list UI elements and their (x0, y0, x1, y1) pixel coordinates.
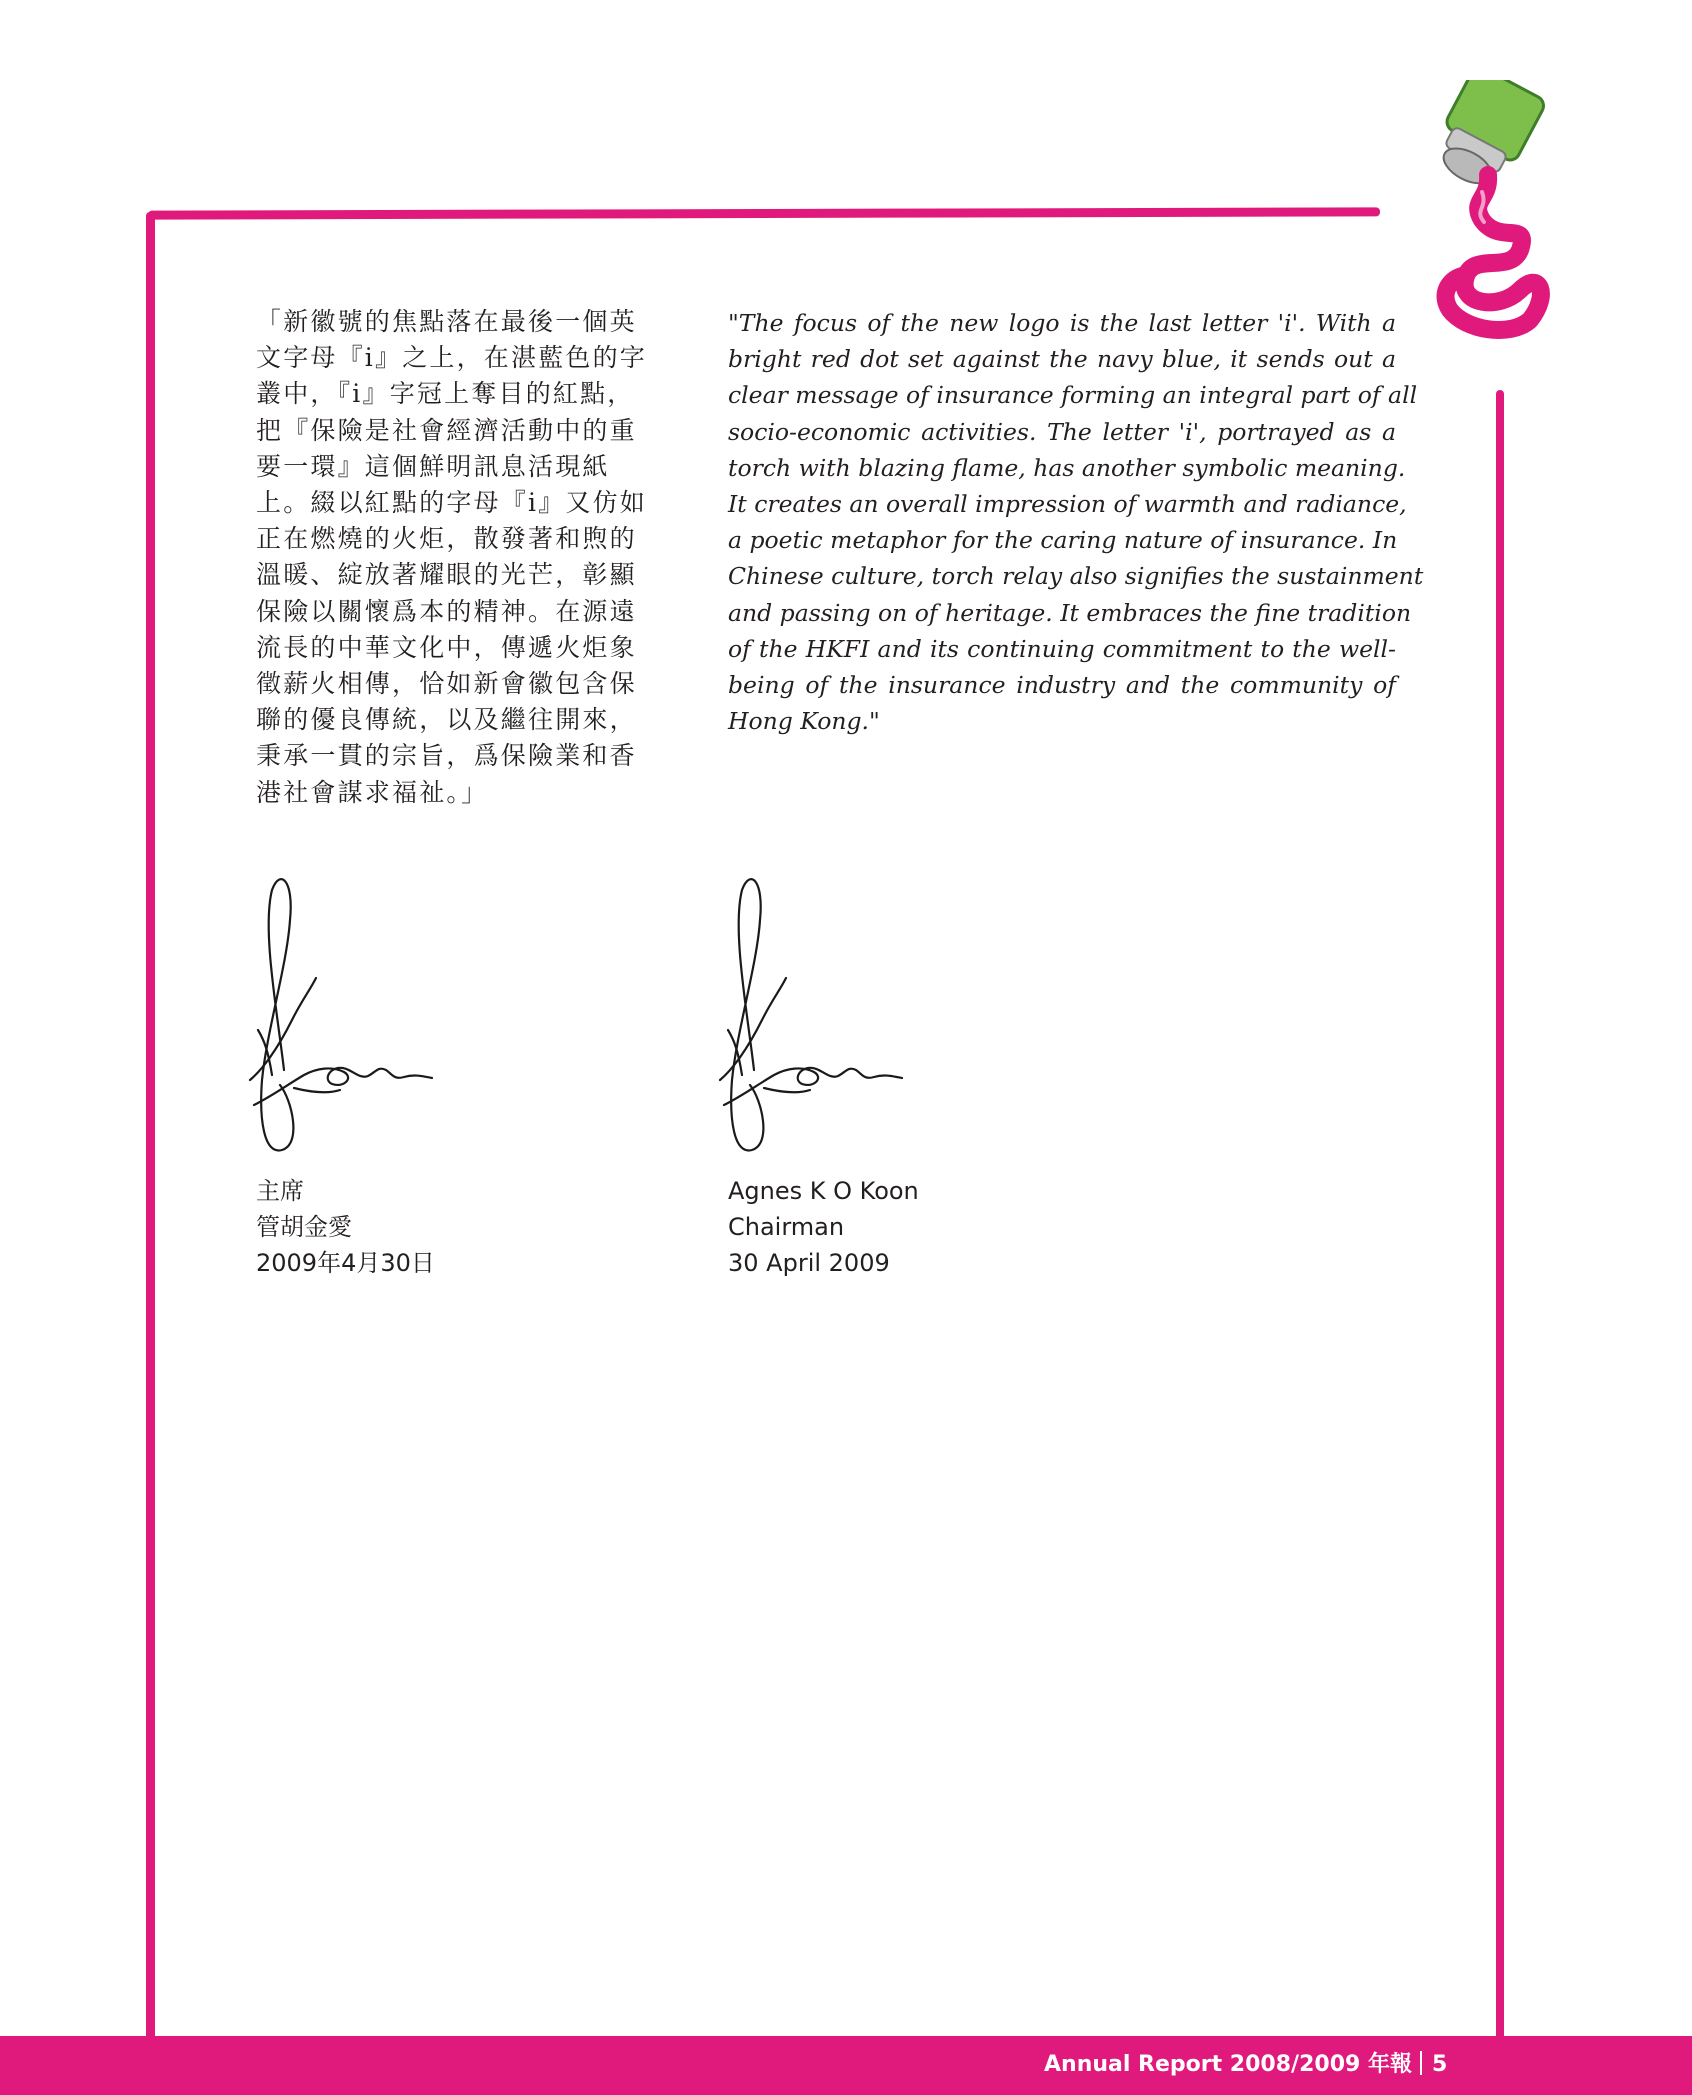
english-quote (728, 305, 1424, 739)
footer-divider (1420, 2051, 1422, 2075)
chinese-quote-line: 文字母『i』之上，在湛藍色的字 (256, 343, 647, 373)
chinese-quote (256, 304, 654, 811)
footer-label: Annual Report 2008/2009 年報 (1044, 2052, 1412, 2077)
english-quote-line: a poetic metaphor for the caring nature of insurance. In (728, 526, 1398, 555)
chinese-quote-line: 上。綴以紅點的字母『i』又仿如 (256, 488, 647, 518)
signature-date: 30 April 2009 (728, 1249, 890, 1277)
english-quote-line: and passing on of heritage. It embraces the fine tradition (728, 598, 1412, 627)
paint-tube-illustration (1370, 80, 1570, 340)
chinese-quote-line: 把『保險是社會經濟活動中的重 (256, 415, 637, 445)
chinese-quote-line: 溫暖、綻放著耀眼的光芒，彰顯 (256, 560, 637, 590)
english-quote-line: being of the insurance industry and the community of (728, 670, 1396, 699)
english-quote-line: Chinese culture, torch relay also signifies the sustainment (728, 562, 1424, 591)
chinese-quote-line: 港社會謀求福祉。」 (256, 777, 489, 807)
signature-block-en (728, 1173, 919, 1281)
chinese-quote-line: 徵薪火相傳，恰如新會徽包含保 (256, 669, 637, 699)
signature-block-cn (256, 1173, 435, 1281)
signatory-title: 主席 (256, 1177, 304, 1205)
english-quote-line: bright red dot set against the navy blue, it sends out a (728, 345, 1396, 374)
english-quote-line: Hong Kong." (728, 707, 880, 736)
chinese-quote-line: 流長的中華文化中，傳遞火炬象 (256, 632, 637, 662)
english-quote-line: socio-economic activities. The letter 'i', portrayed as a (728, 417, 1396, 446)
chinese-quote-line: 正在燃燒的火炬，散發著和煦的 (256, 524, 637, 554)
chinese-quote-line: 叢中，『i』字冠上奪目的紅點， (256, 379, 635, 409)
english-quote-line: It creates an overall impression of warmth and radiance, (728, 489, 1407, 518)
signatory-name: Agnes K O Koon (728, 1177, 919, 1205)
signatory-title: Chairman (728, 1213, 845, 1241)
english-quote-line: torch with blazing flame, has another symbolic meaning. (728, 453, 1406, 482)
english-quote-line: "The focus of the new logo is the last letter 'i'. With a (728, 309, 1396, 337)
footer (1044, 2050, 1447, 2080)
english-quote-line: clear message of insurance forming an integral part of all (728, 381, 1418, 410)
chinese-quote-line: 「新徽號的焦點落在最後一個英 (256, 307, 637, 336)
signature-date: 2009年4月30日 (256, 1249, 435, 1277)
chinese-quote-line: 聯的優良傳統，以及繼往開來， (256, 705, 637, 735)
chinese-quote-line: 秉承一貫的宗旨，爲保險業和香 (256, 741, 637, 771)
chinese-quote-line: 保險以關懷爲本的精神。在源遠 (256, 596, 637, 626)
signatory-name: 管胡金愛 (256, 1213, 352, 1241)
frame-right-border (1496, 390, 1504, 2044)
chinese-quote-line: 要一環』這個鮮明訊息活現紙 (256, 451, 610, 481)
english-quote-line: of the HKFI and its continuing commitment to the well- (728, 634, 1396, 663)
chairman-signature-en (702, 870, 922, 1160)
frame-top-border (148, 207, 1380, 219)
chairman-signature-cn (232, 870, 452, 1160)
frame-left-border (146, 212, 155, 2044)
page-number: 5 (1431, 2052, 1448, 2077)
